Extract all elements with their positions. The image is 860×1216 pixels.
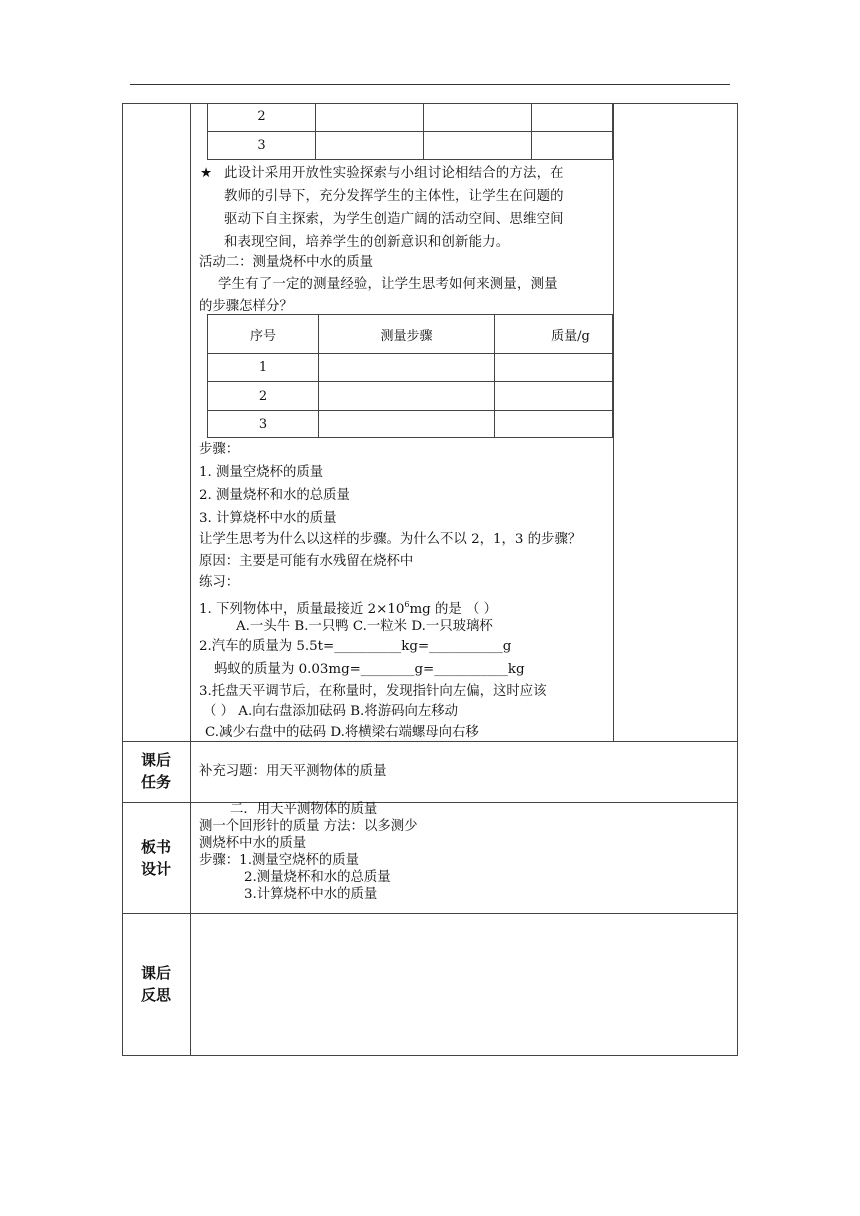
col-header-mass: 质量/g — [495, 315, 613, 354]
practice-q1-options: A.一头牛 B.一只鸭 C.一粒米 D.一只玻璃杯 — [236, 619, 493, 634]
section-label-reflection: 课后 反思 — [140, 964, 171, 1004]
table-header-row — [208, 315, 613, 354]
step-item: 3. 计算烧杯中水的质量 — [199, 511, 337, 526]
practice-q3-options-a: （ ） A.向右盘添加砝码 B.将游码向左移动 — [203, 704, 459, 719]
section-label-board: 板书 设计 — [140, 838, 171, 878]
activity-intro-line: 的步骤怎样分？ — [199, 299, 293, 314]
task-content: 补充习题：用天平测物体的质量 — [199, 764, 387, 779]
board-line: 测烧杯中水的质量 — [199, 836, 307, 851]
step-item: 2. 测量烧杯和水的总质量 — [199, 488, 350, 503]
why-question: 让学生思考为什么以这样的步骤。为什么不以 2，1，3 的步骤？ — [199, 532, 582, 547]
practice-question-2-part-b: 蚂蚁的质量为 0.03mg=________g=___________kg — [214, 662, 525, 677]
row-divider-board — [122, 802, 738, 803]
table-row — [208, 131, 613, 159]
board-line: 测一个回形针的质量 方法：以多测少 — [199, 819, 418, 834]
col-header-seq: 序号 — [208, 315, 319, 354]
measurement-table — [207, 314, 613, 438]
section-label-task: 课后 任务 — [140, 751, 171, 791]
star-note-line: 驱动下自主探索，为学生创造广阔的活动空间、思维空间 — [224, 212, 564, 227]
practice-question-2: 2.汽车的质量为 5.5t=__________kg=___________g — [199, 639, 512, 654]
reason-text: 原因：主要是可能有水残留在烧杯中 — [199, 554, 414, 569]
board-line: 二．用天平测物体的质量 — [230, 802, 378, 817]
top-data-table — [207, 103, 613, 160]
steps-title: 步骤： — [199, 442, 240, 457]
table-cell: 2 — [208, 103, 316, 131]
table-row — [208, 103, 613, 131]
col-header-step: 测量步骤 — [319, 315, 495, 354]
table-row — [208, 411, 613, 438]
table-cell: 2 — [208, 382, 319, 411]
table-cell: 3 — [208, 131, 316, 159]
practice-question-1: 1. 下列物体中，质量最接近 $2\times 10^6mg$ 的是 （ ） — [199, 600, 498, 617]
table-cell: 1 — [208, 354, 319, 382]
table-cell: 3 — [208, 411, 319, 438]
board-line: 3.计算烧杯中水的质量 — [244, 887, 378, 902]
board-line: 2.测量烧杯和水的总质量 — [244, 870, 391, 885]
header-rule — [130, 84, 730, 85]
star-note-line: 教师的引导下，充分发挥学生的主体性，让学生在问题的 — [224, 189, 564, 204]
star-note-line: 此设计采用开放性实验探索与小组讨论相结合的方法，在 — [224, 166, 564, 181]
practice-question-3: 3.托盘天平调节后，在称量时，发现指针向左偏，这时应该 — [199, 684, 547, 699]
table-row — [208, 382, 613, 411]
practice-title: 练习： — [199, 575, 240, 590]
right-column-divider — [613, 103, 614, 741]
star-icon: ★ — [200, 166, 213, 181]
star-note-line: 和表现空间，培养学生的创新意识和创新能力。 — [224, 235, 510, 250]
row-divider-reflection — [122, 913, 738, 914]
step-item: 1. 测量空烧杯的质量 — [199, 465, 324, 480]
activity-title: 活动二：测量烧杯中水的质量 — [199, 255, 374, 270]
table-row — [208, 354, 613, 382]
practice-q3-options-b: C.减少右盘中的砝码 D.将横梁右端螺母向右移 — [205, 725, 479, 740]
activity-intro-line: 学生有了一定的测量经验，让学生思考如何来测量，测量 — [218, 277, 558, 292]
board-line: 步骤：1.测量空烧杯的质量 — [199, 853, 360, 868]
